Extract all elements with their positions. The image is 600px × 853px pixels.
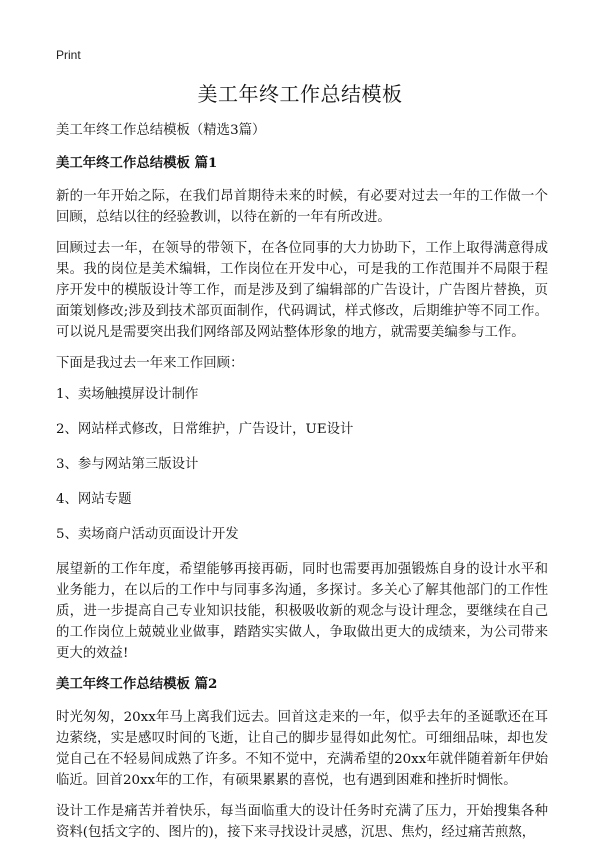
- list-item: 2、网站样式修改，日常维护，广告设计，UE设计: [56, 422, 354, 437]
- paragraph: 设计工作是痛苦并着快乐，每当面临重大的设计任务时充满了压力，开始搜集各种资料(包括文字的、图片的)，接下来寻找设计灵感，沉思、焦灼，经过痛苦煎熬，: [56, 804, 548, 840]
- section-heading-2: 美工年终工作总结模板 篇2: [56, 676, 218, 692]
- list-item: 5、卖场商户活动页面设计开发: [56, 527, 239, 542]
- document-body: [56, 120, 548, 853]
- list-item: 1、卖场触摸屏设计制作: [56, 387, 199, 402]
- document-subtitle: 美工年终工作总结模板（精选3篇）: [56, 123, 266, 138]
- list-item: 3、参与网站第三版设计: [56, 457, 199, 472]
- paragraph: 下面是我过去一年来工作回顾：: [56, 356, 244, 371]
- paragraph: 新的一年开始之际，在我们昂首期待未来的时候，有必要对过去一年的工作做一个回顾，总结以往的经验教训，以待在新的一年有所改进。: [56, 189, 548, 225]
- paragraph: 回顾过去一年，在领导的带领下，在各位同事的大力协助下，工作上取得满意得成果。我的岗位是美术编辑，工作岗位在开发中心，可是我的工作范围并不局限于程序开发中的模版设计等工作，而是涉及到了编辑部的广告设计，广告图片替换，页面策划修改;涉及到技术部页面制作，代码调试，样式修改，后期维护等不同工作。可以说凡是需要突出我们网络部及网站整体形象的地方，就需要美编参与工作。: [56, 241, 548, 340]
- list-item: 4、网站专题: [56, 492, 132, 507]
- section-heading-1: 美工年终工作总结模板 篇1: [56, 155, 218, 171]
- paragraph: 展望新的工作年度，希望能够再接再砺，同时也需要再加强锻炼自身的设计水平和业务能力，在以后的工作中与同事多沟通，多探讨。多关心了解其他部门的工作性质，进一步提高自己专业知识技能，积极吸收新的观念与设计理念，要继续在自己的工作岗位上兢兢业业做事，踏踏实实做人，争取做出更大的成绩来，为公司带来更大的效益!: [56, 562, 548, 661]
- print-link[interactable]: Print: [56, 48, 81, 62]
- paragraph: 时光匆匆，20xx年马上离我们远去。回首这走来的一年，似乎去年的圣诞歌还在耳边萦绕，实是感叹时间的飞逝，让自己的脚步显得如此匆忙。可细细品味，却也发觉自己在不轻易间成熟了许多。不知不觉中，充满希望的20xx年就伴随着新年伊始临近。回首20xx年的工作，有硕果累累的喜悦，也有遇到困难和挫折时惆怅。: [56, 710, 548, 788]
- page-title: 美工年终工作总结模板: [197, 82, 403, 106]
